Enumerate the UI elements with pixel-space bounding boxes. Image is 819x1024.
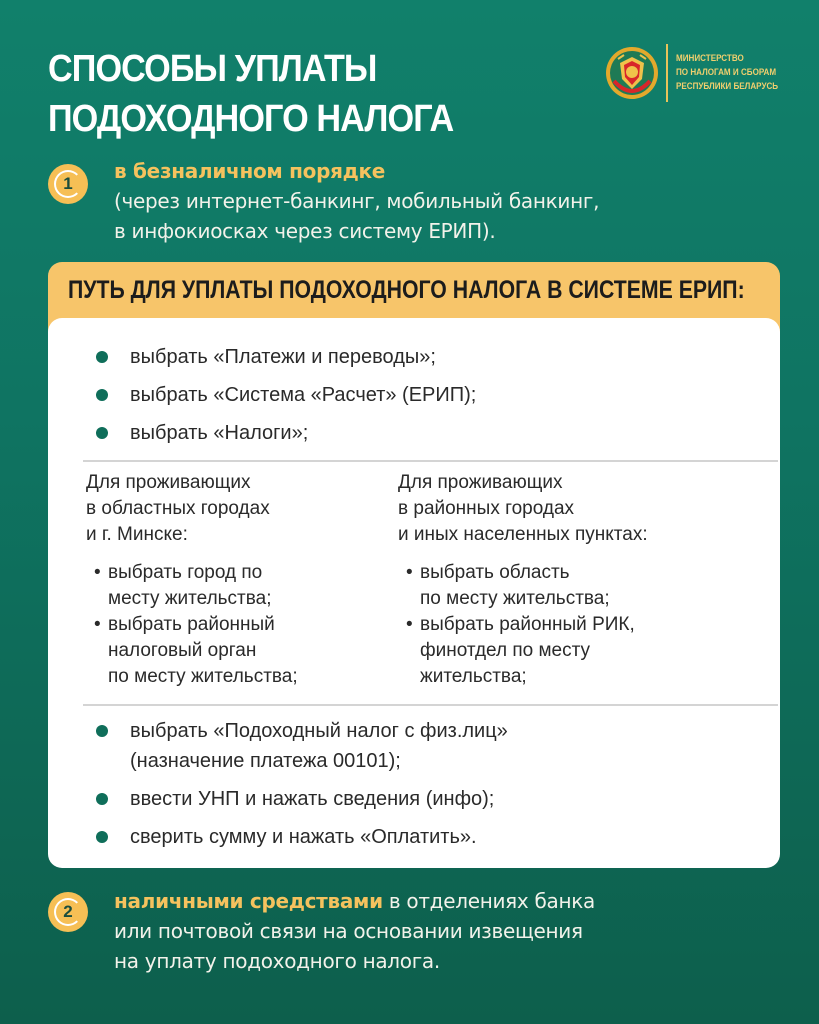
method-2-badge	[48, 892, 88, 932]
column-heading: Для проживающих в областных городах и г. Минске:	[86, 472, 270, 545]
method-1-badge	[48, 164, 88, 204]
column-items	[398, 560, 768, 690]
bullet-icon	[96, 725, 108, 737]
method-1-line-2: (через интернет-банкинг, мобильный банкинг,	[114, 189, 600, 213]
number-circle-icon: 1	[54, 170, 82, 198]
bullet-icon: •	[94, 614, 101, 635]
step-item: выбрать «Подоходный налог с физ.лиц» (назначение платежа 00101);	[96, 716, 508, 776]
ministry-emblem-icon	[604, 45, 660, 101]
bullet-icon	[96, 793, 108, 805]
bullet-icon	[96, 427, 108, 439]
column-district-towns	[398, 470, 768, 690]
column-heading: Для проживающих в районных городах и иных населенных пунктах:	[398, 472, 648, 545]
card-body	[48, 318, 780, 868]
sub-item: • выбрать область по месту жительства;	[398, 560, 768, 612]
method-2-line-3: на уплату подоходного налога.	[114, 949, 440, 973]
title-line-2: ПОДОХОДНОГО НАЛОГА	[48, 98, 454, 140]
method-2-title: наличными средствами	[114, 889, 383, 913]
column-items	[86, 560, 386, 690]
bullet-icon: •	[406, 562, 413, 583]
method-2-text: наличными средствами в отделениях банка или почтовой связи на основании извещения на уплату подоходного налога.	[114, 886, 595, 976]
bullet-icon	[96, 351, 108, 363]
step-item: выбрать «Платежи и переводы»;	[96, 342, 436, 372]
number-circle-icon: 2	[54, 898, 82, 926]
ministry-logo	[604, 44, 796, 102]
bullet-icon: •	[94, 562, 101, 583]
method-1-line-3: в инфокиосках через систему ЕРИП).	[114, 219, 496, 243]
column-regional-cities	[86, 470, 386, 690]
bullet-icon	[96, 389, 108, 401]
method-2-line-2: или почтовой связи на основании извещения	[114, 919, 583, 943]
divider	[83, 460, 778, 462]
step-item: выбрать «Налоги»;	[96, 418, 308, 448]
method-1-title: в безналичном порядке	[114, 159, 386, 183]
bullet-icon: •	[406, 614, 413, 635]
divider	[83, 704, 778, 706]
ministry-name: МИНИСТЕРСТВО ПО НАЛОГАМ И СБОРАМ РЕСПУБЛИКИ БЕЛАРУСЬ	[676, 53, 779, 92]
step-item: ввести УНП и нажать сведения (инфо);	[96, 784, 494, 814]
step-item: сверить сумму и нажать «Оплатить».	[96, 822, 477, 852]
page-title	[48, 44, 453, 144]
sub-item: • выбрать город по месту жительства;	[86, 560, 386, 612]
step-item: выбрать «Система «Расчет» (ЕРИП);	[96, 380, 476, 410]
bullet-icon	[96, 831, 108, 843]
erip-path-card	[48, 262, 780, 868]
method-1-text	[114, 156, 599, 246]
sub-item: • выбрать районный налоговый орган по месту жительства;	[86, 612, 386, 690]
title-line-1: СПОСОБЫ УПЛАТЫ	[48, 48, 377, 90]
card-header-title: ПУТЬ ДЛЯ УПЛАТЫ ПОДОХОДНОГО НАЛОГА В СИСТЕМЕ ЕРИП:	[68, 276, 745, 304]
sub-item: • выбрать районный РИК, финотдел по месту жительства;	[398, 612, 768, 690]
logo-divider	[666, 44, 668, 102]
